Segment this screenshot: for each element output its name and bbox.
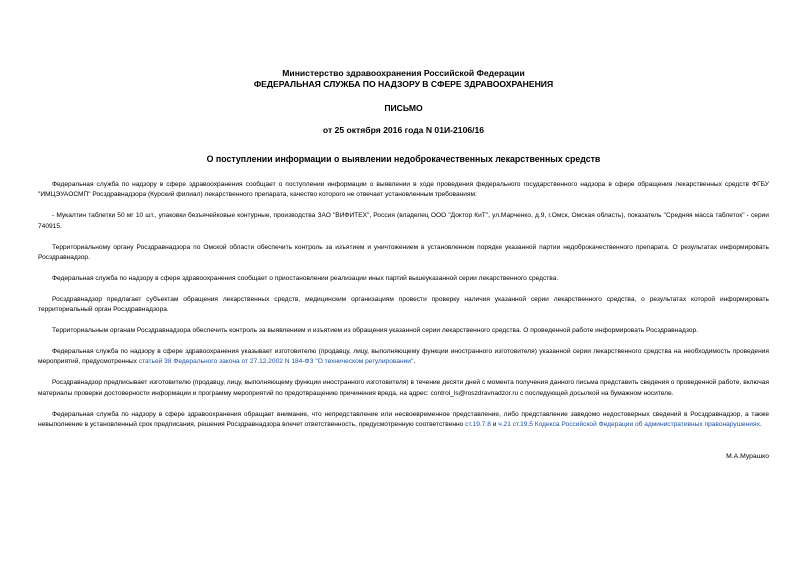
paragraph-4: Федеральная служба по надзору в сфере здравоохранения сообщает о приостановлении реализации иных партий вышеуказанной серии лекарственного средства. (52, 274, 559, 282)
letter-type: ПИСЬМО (384, 103, 423, 113)
paragraph-9-conj: и (490, 421, 499, 429)
article-19-5-part-21-link[interactable]: ч.21 ст.19.5 (498, 421, 533, 429)
paragraph-9 (38, 410, 769, 431)
paragraph-8: Росздравнадзор предписывает изготовителю (продавцу, лицу, выполняющему функции иностранного изготовителя) в течение десяти дней с момента получения данного письма представить сведения о проведенной работе, включая материалы проверки достоверности информации и программу мероприятий по предотвращению причинения вреда, на адрес: control_ls@roszdravnadzor.ru с последующей досылкой на бумажном носителе. (38, 379, 769, 397)
paragraph-5: Росздравнадзор предлагает субъектам обращения лекарственных средств, медицинским организациям провести проверку наличия указанной серии лекарственного средства, о результатах которой информировать территориальный орган Росздравнадзора. (38, 295, 769, 314)
signature: М.А.Мурашко (726, 452, 769, 460)
paragraph-7 (38, 347, 769, 368)
letter-subject: О поступлении информации о выявлении недоброкачественных лекарственных средств (206, 154, 601, 164)
service-name: ФЕДЕРАЛЬНАЯ СЛУЖБА ПО НАДЗОРУ В СФЕРЕ ЗДРАВООХРАНЕНИЯ (253, 78, 554, 89)
paragraph-7-end: . (413, 358, 416, 366)
paragraph-6: Территориальным органам Росздравнадзора обеспечить контроль за выявлением и изъятием из обращения указанной серии лекарственного средства. О проведенной работе информировать Росздравнадзор. (52, 327, 698, 335)
paragraph-2: - Мукалтин таблетки 50 мг 10 шт., упаковки безъячейковые контурные, производства ЗАО "ВИФИТЕХ", Россия (владелец ООО "Доктор КиТ", ул.Марченко, д.9, г.Омск, Омская область), показатель "Средняя масса таблеток" - серии 740915. (38, 212, 769, 230)
letter-date-number: от 25 октября 2016 года N 01И-2106/16 (322, 125, 485, 135)
paragraph-9-text: Федеральная служба по надзору в сфере здравоохранения обращает внимание, что непредставление или несвоевременное представление, либо представление заведомо недостоверных сведений в Росздравнадзор, а также невыполнение в установленный срок предписания, решения Росздравнадзора влечет ответственность, предусмотренную соответственно (38, 410, 769, 429)
law-184fz-link[interactable]: статьей 38 Федерального закона от 27.12.2002 N 184-ФЗ "О техническом регулировании" (138, 358, 414, 366)
paragraph-7-text: Федеральная служба по надзору в сфере здравоохранения указывает изготовителю (продавцу, лицу, выполняющему функции иностранного изготовителя) указанной серии лекарственного средства на необходимость проведения мероприятий, предусмотренных (38, 348, 769, 366)
ministry-name: Министерство здравоохранения Российской Федерации (282, 68, 525, 78)
document-header (38, 68, 769, 89)
paragraph-1: Федеральная служба по надзору в сфере здравоохранения сообщает о поступлении информации о выявлении в ходе проведения федерального государственного надзора в сфере обращения лекарственных средств ФГБУ "ИМЦЭУАОСМП" Росздравнадзора (Курский филиал) лекарственного препарата, качество которого не отвечает установленным требованиям: (38, 181, 769, 199)
paragraph-3: Территориальному органу Росздравнадзора по Омской области обеспечить контроль за изъятием и уничтожением в установленном порядке указанной партии недоброкачественного препарата. О результатах информировать Росздравнадзор. (38, 243, 769, 262)
article-19-7-8-link[interactable]: ст.19.7.8 (465, 421, 491, 429)
paragraph-9-end: . (759, 421, 762, 429)
document-page (38, 68, 769, 460)
document-body (38, 180, 769, 431)
administrative-code-link[interactable]: Кодекса Российской Федерации об административных правонарушениях (534, 421, 760, 429)
